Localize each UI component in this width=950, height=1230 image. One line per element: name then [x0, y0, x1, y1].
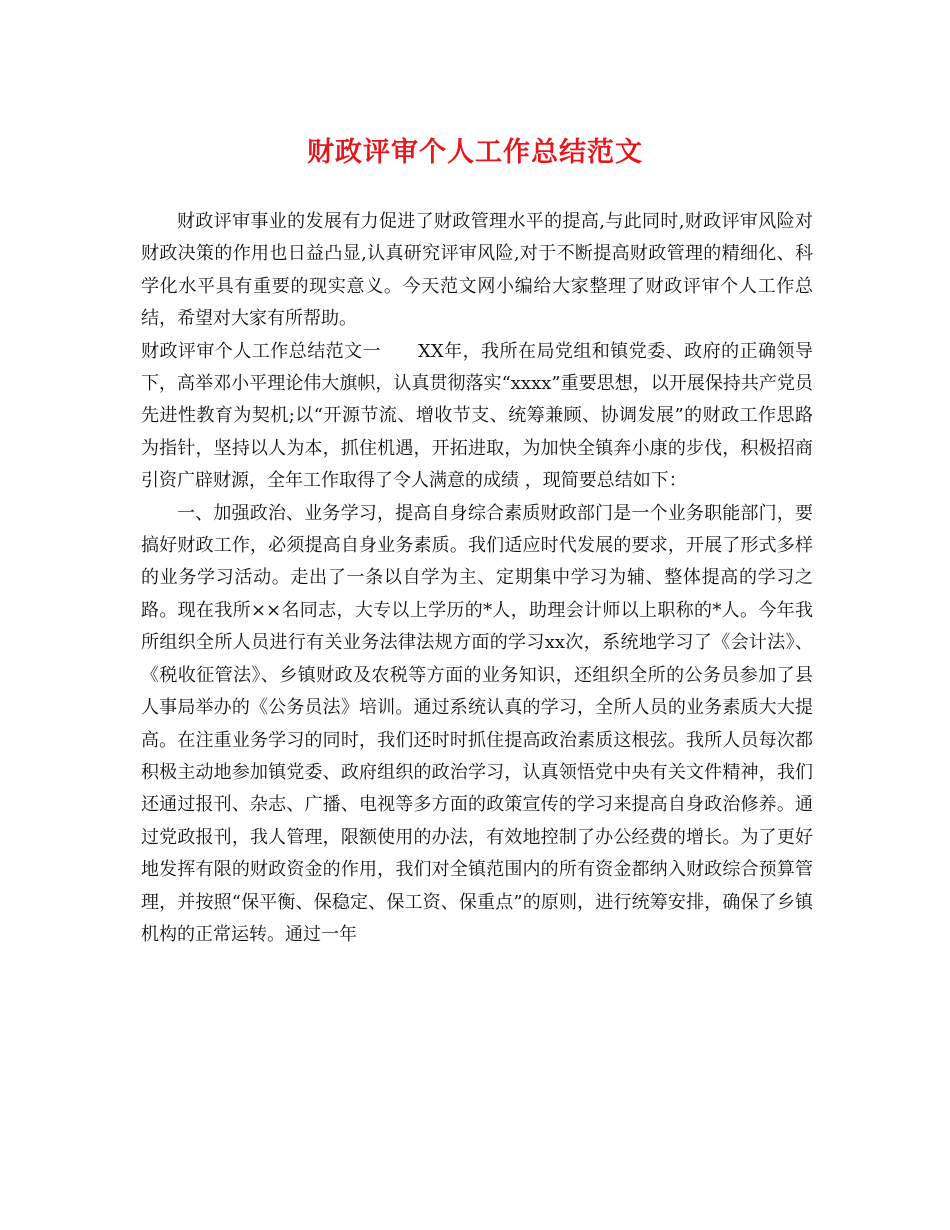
intro-paragraph: 财政评审事业的发展有力促进了财政管理水平的提高,与此同时,财政评审风险对财政决策的作用也日益凸显,认真研究评审风险,对于不断提高财政管理的精细化、科学化水平具有重要的现实意义。今天范文网小编给大家整理了财政评审个人工作总结，希望对大家有所帮助。 [141, 211, 813, 330]
document-title: 财政评审个人工作总结范文 [307, 137, 643, 168]
document-body [141, 206, 813, 951]
study-paragraph: 一、加强政治、业务学习，提高自身综合素质财政部门是一个业务职能部门，要搞好财政工作，必须提高自身业务素质。我们适应时代发展的要求，开展了形式多样的业务学习活动。走出了一条以自学为主、定期集中学习为辅、整体提高的学习之路。现在我所××名同志，大专以上学历的*人，助理会计师以上职称的*人。今年我所组织全所人员进行有关业务法律法规方面的学习xx次，系统地学习了《会计法》、《税收征管法》、乡镇财政及农税等方面的业务知识，还组织全所的公务员参加了县人事局举办的《公务员法》培训。通过系统认真的学习，全所人员的业务素质大大提高。在注重业务学习的同时，我们还时时抓住提高政治素质这根弦。我所人员每次都积极主动地参加镇党委、政府组织的政治学习，认真领悟党中央有关文件精神，我们还通过报刊、杂志、广播、电视等多方面的政策宣传的学习来提高自身政治修养。通过党政报刊，我人管理，限额使用的办法，有效地控制了办公经费的增长。为了更好地发挥有限的财政资金的作用，我们对全镇范围内的所有资金都纳入财政综合预算管理，并按照“保平衡、保稳定、保工资、保重点”的原则，进行统筹安排，确保了乡镇机构的正常运转。通过一年 [141, 502, 813, 945]
section-one-paragraph: 财政评审个人工作总结范文一 XX年，我所在局党组和镇党委、政府的正确领导下，高举邓小平理论伟大旗帜，认真贯彻落实“xxxx”重要思想，以开展保持共产党员先进性教育为契机;以“开源节流、增收节支、统筹兼顾、协调发展”的财政工作思路为指针，坚持以人为本，抓住机遇，开拓进取，为加快全镇奔小康的步伐，积极招商引资广辟财源，全年工作取得了令人满意的成绩 ，现简要总结如下： [141, 340, 813, 492]
